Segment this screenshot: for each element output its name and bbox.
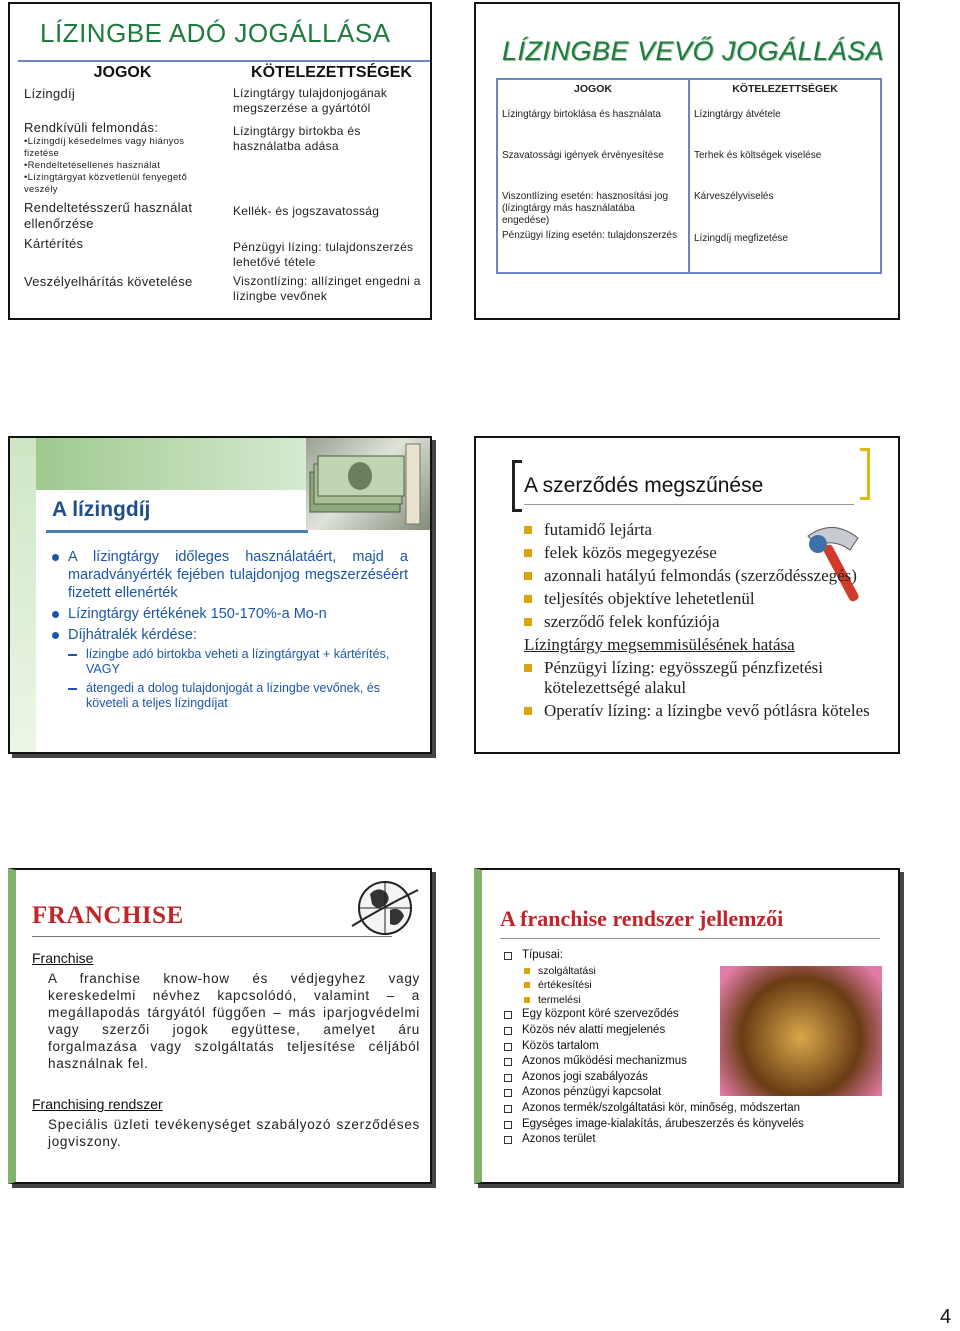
section-heading: Lízingtárgy megsemmisülésének hatása bbox=[524, 635, 795, 654]
decorative-band bbox=[10, 438, 36, 754]
slide-title: A lízingdíj bbox=[52, 498, 151, 521]
cell-bullet: •Lízingtárgyat közvetlenül fenyegető veszély bbox=[24, 172, 188, 195]
money-photo bbox=[306, 438, 432, 530]
paragraph: A franchise know-how és védjegyhez vagy kereskedelmi névhez kapcsolódó, valamint – a megállapodás tárgyától függően – más iparjogvédelmi vagy szerzői jogok együttese, amelyet áru forgalmazása vagy szolgáltatás teljesítése céljából használnak fel. bbox=[48, 971, 420, 1071]
column-header-duties: KÖTELEZETTSÉGEK bbox=[227, 61, 432, 84]
cell-duty: Pénzügyi lízing: tulajdonszerzés lehetővé tétele bbox=[233, 240, 414, 269]
cell-bullet: •Lízingdíj késedelmes vagy hiányos fizetése bbox=[24, 136, 185, 159]
title-underline bbox=[500, 938, 880, 939]
bracket-right bbox=[860, 448, 870, 500]
cell-right: Kártérítés bbox=[24, 236, 84, 251]
bracket-left bbox=[512, 460, 522, 512]
cell-duty: Lízingtárgy átvétele bbox=[689, 105, 881, 146]
cell-text: Pénzügyi lízing esetén: tulajdonszerzés bbox=[502, 230, 678, 241]
slide-franchise-features bbox=[474, 868, 900, 1184]
list-item: Azonos működési mechanizmus bbox=[504, 1054, 804, 1070]
globe-icon bbox=[350, 876, 420, 940]
slide-title: A szerződés megszűnése bbox=[524, 474, 764, 497]
list-item: Operatív lízing: a lízingbe vevő pótlásra köteles bbox=[524, 701, 884, 721]
list-subitem: értékesítési bbox=[504, 978, 804, 993]
cell-duty: Terhek és költségek viselése bbox=[689, 146, 881, 187]
list-item: felek közös megegyezése bbox=[524, 543, 884, 563]
slide-lease-fee bbox=[8, 436, 432, 754]
list-item: futamidő lejárta bbox=[524, 520, 884, 540]
column-header-rights: JOGOK bbox=[18, 61, 227, 84]
cell-right: Lízingtárgy birtoklása és használata bbox=[497, 105, 689, 146]
cell-bullet: •Rendeltetésellenes használat bbox=[24, 160, 161, 171]
slide-title: LÍZINGBE ADÓ JOGÁLLÁSA bbox=[40, 18, 391, 48]
slide-lessee-status bbox=[474, 2, 900, 320]
bullet-list bbox=[504, 948, 804, 1148]
section-heading: Franchising rendszer bbox=[32, 1096, 163, 1112]
bullet-list bbox=[48, 548, 408, 715]
list-item: Azonos termék/szolgáltatási kör, minőség, módszertan bbox=[504, 1101, 804, 1117]
rights-duties-table bbox=[496, 78, 882, 274]
list-item: azonnali hatályú felmondás (szerződésszegés) bbox=[524, 566, 884, 586]
cell-right bbox=[18, 118, 227, 198]
list-subitem: termelési bbox=[504, 993, 804, 1008]
cell-heading: Rendkívüli felmondás: bbox=[24, 120, 159, 135]
column-header-duties: KÖTELEZETTSÉGEK bbox=[689, 79, 881, 105]
cell-right: Veszélyelhárítás követelése bbox=[24, 274, 193, 289]
cell-duty: Lízingtárgy tulajdonjogának megszerzése a gyártótól bbox=[233, 86, 388, 115]
list-item: Azonos terület bbox=[504, 1132, 804, 1148]
cell-text: Viszontlízing esetén: hasznosítási jog (lízingtárgy más használatába engedése) bbox=[502, 191, 669, 226]
list-item: Azonos jogi szabályozás bbox=[504, 1070, 804, 1086]
slide-franchise bbox=[8, 868, 432, 1184]
cell-duty: Viszontlízing: allízinget engedni a lízingbe vevőnek bbox=[233, 274, 421, 303]
list-subitem: átengedi a dolog tulajdonjogát a lízingbe vevőnek, és követeli a teljes lízingdíjat bbox=[48, 681, 408, 711]
cell-duty bbox=[689, 187, 881, 273]
list-subitem: szolgáltatási bbox=[504, 964, 804, 979]
list-item: Típusai: bbox=[504, 948, 804, 964]
title-underline bbox=[46, 530, 308, 533]
cell-duty: Lízingtárgy birtokba és használatba adása bbox=[233, 124, 361, 153]
list-item: Közös név alatti megjelenés bbox=[504, 1023, 804, 1039]
slide-contract-termination bbox=[474, 436, 900, 754]
bullet-list bbox=[524, 520, 884, 724]
list-item: A lízingtárgy időleges használatáért, majd a maradványérték fejében tulajdonjog megszerzéséért fizetett ellenérték bbox=[48, 548, 408, 602]
list-item: teljesítés objektíve lehetetlenül bbox=[524, 589, 884, 609]
page-number: 4 bbox=[940, 1306, 952, 1328]
list-item: szerződő felek konfúziója bbox=[524, 612, 884, 632]
list-item: Egységes image-kialakítás, árubeszerzés és könyvelés bbox=[504, 1117, 804, 1133]
list-item: Lízingtárgy értékének 150-170%-a Mo-n bbox=[48, 605, 408, 623]
cell-right bbox=[497, 187, 689, 273]
list-item: Közös tartalom bbox=[504, 1039, 804, 1055]
list-subitem: lízingbe adó birtokba veheti a lízingtárgyat + kártérítés, VAGY bbox=[48, 647, 408, 677]
title-underline bbox=[32, 936, 392, 937]
cell-duty: Kellék- és jogszavatosság bbox=[233, 204, 380, 218]
slide-title: LÍZINGBE VEVŐ JOGÁLLÁSA bbox=[502, 36, 885, 66]
cell-text: Kárveszélyviselés bbox=[694, 191, 774, 202]
list-item: Azonos pénzügyi kapcsolat bbox=[504, 1085, 804, 1101]
rights-duties-table bbox=[18, 60, 432, 306]
column-header-rights: JOGOK bbox=[497, 79, 689, 105]
slide-lessor-status bbox=[8, 2, 432, 320]
list-item: Egy központ köré szerveződés bbox=[504, 1007, 804, 1023]
list-item: Pénzügyi lízing: egyösszegű pénzfizetési kötelezettségé alakul bbox=[524, 658, 884, 698]
paragraph: Speciális üzleti tevékenységet szabályozó szerződéses jogviszony. bbox=[48, 1117, 420, 1149]
cell-text: Lízingdíj megfizetése bbox=[694, 233, 788, 244]
list-item: Díjhátralék kérdése: bbox=[48, 626, 408, 644]
title-underline bbox=[524, 504, 854, 505]
section-heading: Franchise bbox=[32, 950, 94, 966]
cell-right: Szavatossági igények érvényesítése bbox=[497, 146, 689, 187]
cell-right: Rendeltetésszerű használat ellenőrzése bbox=[24, 200, 193, 231]
decorative-band bbox=[36, 438, 306, 490]
cell-right: Lízingdíj bbox=[24, 86, 76, 101]
slide-title: A franchise rendszer jellemzői bbox=[500, 906, 784, 931]
slide-title: FRANCHISE bbox=[32, 902, 184, 929]
